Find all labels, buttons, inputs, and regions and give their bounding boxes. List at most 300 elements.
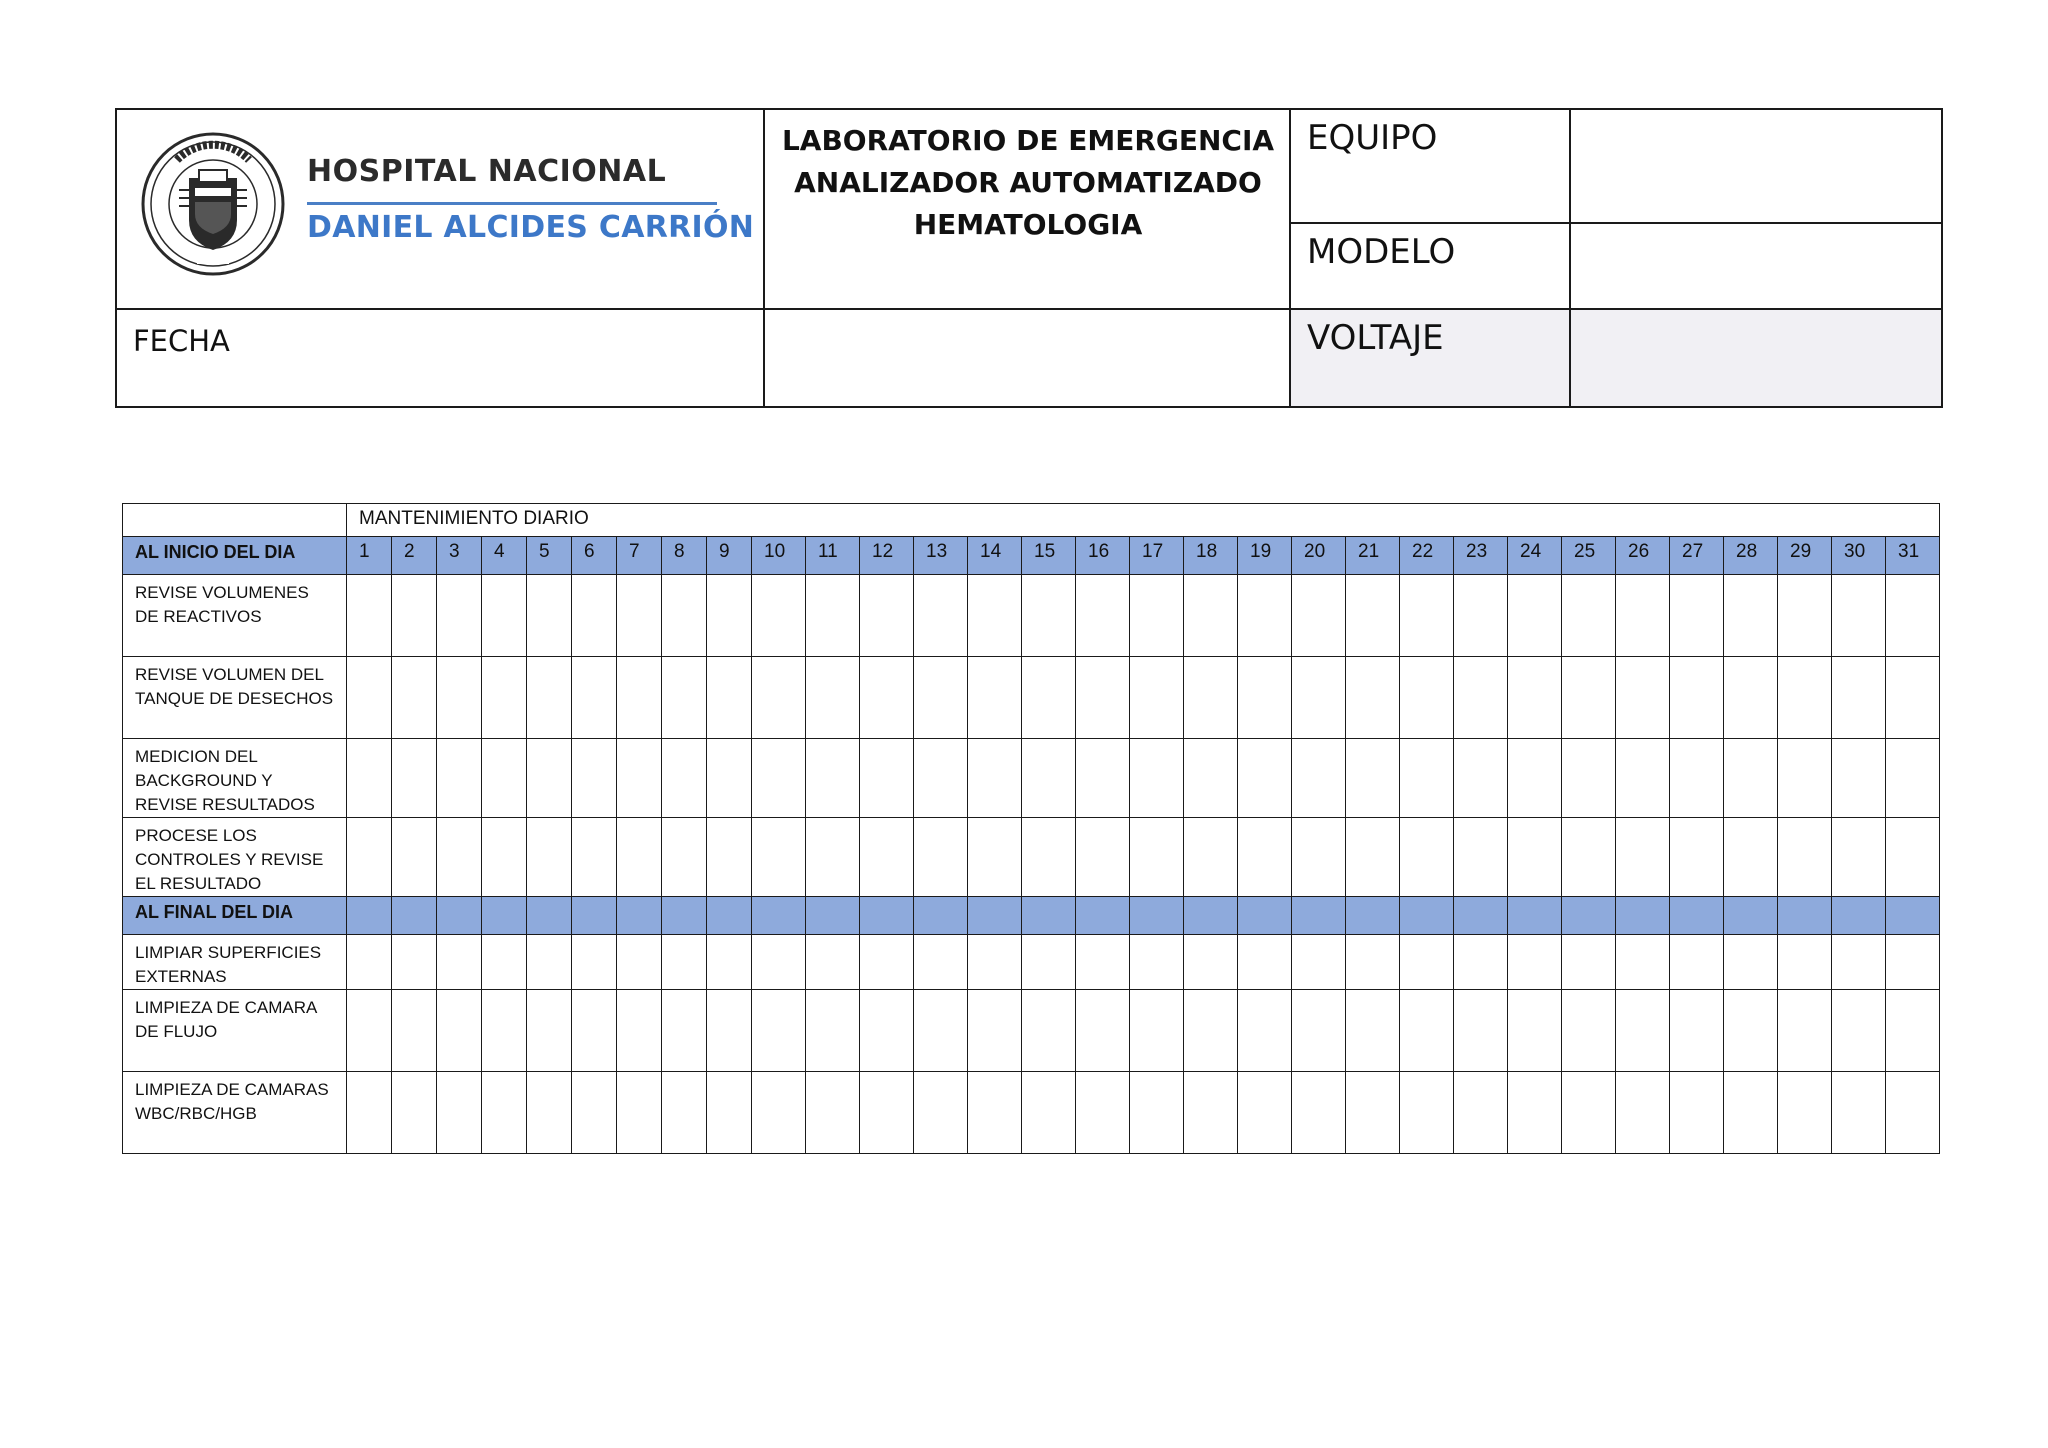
check-cell[interactable] [707,818,752,897]
day-header-20: 20 [1292,537,1346,575]
check-cell[interactable] [1292,990,1346,1072]
check-cell[interactable] [1076,575,1130,657]
check-cell[interactable] [1778,1072,1832,1154]
day-header-9: 9 [707,537,752,575]
check-cell[interactable] [1832,935,1886,990]
check-cell[interactable] [1238,739,1292,818]
check-cell[interactable] [1508,935,1562,990]
check-cell[interactable] [1886,990,1940,1072]
check-cell[interactable] [482,935,527,990]
check-cell[interactable] [662,1072,707,1154]
check-cell[interactable] [1346,575,1400,657]
check-cell[interactable] [1562,739,1616,818]
check-cell[interactable] [572,818,617,897]
check-cell[interactable] [1454,575,1508,657]
day-header-22: 22 [1400,537,1454,575]
title-line-1: LABORATORIO DE EMERGENCIA [781,124,1275,157]
check-cell[interactable] [572,575,617,657]
check-cell[interactable] [392,990,437,1072]
check-cell[interactable] [1778,818,1832,897]
check-cell[interactable] [1076,739,1130,818]
grid-corner-cell [123,504,347,537]
section-start-label: AL INICIO DEL DIA [123,537,347,575]
check-cell[interactable] [860,657,914,739]
section-end-row [123,897,1940,935]
check-cell[interactable] [968,1072,1022,1154]
check-cell[interactable] [968,990,1022,1072]
check-cell[interactable] [1346,935,1400,990]
day-header-27: 27 [1670,537,1724,575]
section-end-cell [914,897,968,935]
check-cell[interactable] [617,990,662,1072]
check-cell[interactable] [1400,575,1454,657]
check-cell[interactable] [1130,818,1184,897]
check-cell[interactable] [1724,657,1778,739]
check-cell[interactable] [572,990,617,1072]
check-cell[interactable] [1778,575,1832,657]
check-cell[interactable] [437,990,482,1072]
check-cell[interactable] [572,1072,617,1154]
check-cell[interactable] [1292,739,1346,818]
check-cell[interactable] [860,818,914,897]
check-cell[interactable] [1616,1072,1670,1154]
check-cell[interactable] [482,1072,527,1154]
day-header-7: 7 [617,537,662,575]
check-cell[interactable] [1238,990,1292,1072]
check-cell[interactable] [1238,935,1292,990]
check-cell[interactable] [1076,1072,1130,1154]
check-cell[interactable] [1292,818,1346,897]
task-row [123,575,1940,657]
check-cell[interactable] [1670,990,1724,1072]
check-cell[interactable] [527,935,572,990]
check-cell[interactable] [347,657,392,739]
check-cell[interactable] [1508,575,1562,657]
check-cell[interactable] [437,739,482,818]
check-cell[interactable] [392,935,437,990]
check-cell[interactable] [1184,990,1238,1072]
section-end-cell [860,897,914,935]
check-cell[interactable] [1562,657,1616,739]
check-cell[interactable] [1886,935,1940,990]
day-header-25: 25 [1562,537,1616,575]
check-cell[interactable] [527,990,572,1072]
check-cell[interactable] [1778,990,1832,1072]
check-cell[interactable] [1778,739,1832,818]
check-cell[interactable] [1724,1072,1778,1154]
title-line-2: ANALIZADOR AUTOMATIZADO [794,166,1262,199]
check-cell[interactable] [1724,575,1778,657]
day-header-23: 23 [1454,537,1508,575]
equipo-field[interactable] [1571,110,1941,222]
grid-title: MANTENIMIENTO DIARIO [347,504,1940,537]
section-end-cell [707,897,752,935]
check-cell[interactable] [860,990,914,1072]
task-row [123,739,1940,818]
check-cell[interactable] [1292,657,1346,739]
check-cell[interactable] [1616,935,1670,990]
check-cell[interactable] [1346,739,1400,818]
check-cell[interactable] [1616,990,1670,1072]
task-row [123,990,1940,1072]
check-cell[interactable] [1022,739,1076,818]
check-cell[interactable] [1076,818,1130,897]
task-row [123,818,1940,897]
check-cell[interactable] [806,1072,860,1154]
check-cell[interactable] [572,657,617,739]
check-cell[interactable] [1886,739,1940,818]
fecha-field[interactable] [765,310,1289,406]
day-header-5: 5 [527,537,572,575]
check-cell[interactable] [662,575,707,657]
check-cell[interactable] [860,739,914,818]
modelo-label-cell [1291,224,1569,308]
check-cell[interactable] [752,739,806,818]
start-task-label-4: PROCESE LOS CONTROLES Y REVISE EL RESULTADO [123,818,347,897]
check-cell[interactable] [1022,990,1076,1072]
day-header-31: 31 [1886,537,1940,575]
check-cell[interactable] [1562,1072,1616,1154]
day-header-14: 14 [968,537,1022,575]
check-cell[interactable] [968,818,1022,897]
section-end-cell [662,897,707,935]
check-cell[interactable] [1886,1072,1940,1154]
grid-title-row [123,504,1940,537]
check-cell[interactable] [752,935,806,990]
section-end-cell [1292,897,1346,935]
check-cell[interactable] [1616,657,1670,739]
check-cell[interactable] [1130,990,1184,1072]
check-cell[interactable] [1832,990,1886,1072]
check-cell[interactable] [1454,739,1508,818]
check-cell[interactable] [347,990,392,1072]
check-cell[interactable] [1670,1072,1724,1154]
check-cell[interactable] [1454,990,1508,1072]
check-cell[interactable] [392,657,437,739]
check-cell[interactable] [1022,575,1076,657]
check-cell[interactable] [1400,818,1454,897]
section-end-cell [1238,897,1292,935]
check-cell[interactable] [662,990,707,1072]
check-cell[interactable] [1238,657,1292,739]
check-cell[interactable] [806,935,860,990]
check-cell[interactable] [1562,575,1616,657]
check-cell[interactable] [968,935,1022,990]
section-end-cell [482,897,527,935]
check-cell[interactable] [1400,935,1454,990]
check-cell[interactable] [1346,1072,1400,1154]
maintenance-grid [122,503,1940,1154]
check-cell[interactable] [1184,818,1238,897]
check-cell[interactable] [1562,935,1616,990]
check-cell[interactable] [707,1072,752,1154]
section-end-cell [1184,897,1238,935]
day-header-1: 1 [347,537,392,575]
section-end-cell [1076,897,1130,935]
check-cell[interactable] [617,739,662,818]
check-cell[interactable] [1508,818,1562,897]
check-cell[interactable] [860,935,914,990]
check-cell[interactable] [1400,739,1454,818]
check-cell[interactable] [1508,657,1562,739]
check-cell[interactable] [752,818,806,897]
check-cell[interactable] [572,935,617,990]
check-cell[interactable] [1346,990,1400,1072]
check-cell[interactable] [1778,935,1832,990]
check-cell[interactable] [1454,935,1508,990]
check-cell[interactable] [1454,657,1508,739]
check-cell[interactable] [752,575,806,657]
day-header-17: 17 [1130,537,1184,575]
check-cell[interactable] [1508,739,1562,818]
check-cell[interactable] [914,657,968,739]
fecha-label: FECHA [133,324,230,358]
check-cell[interactable] [1886,818,1940,897]
check-cell[interactable] [1076,990,1130,1072]
check-cell[interactable] [1238,1072,1292,1154]
day-header-16: 16 [1076,537,1130,575]
section-end-cell [1454,897,1508,935]
check-cell[interactable] [437,657,482,739]
section-end-cell [1400,897,1454,935]
check-cell[interactable] [527,818,572,897]
check-cell[interactable] [1400,657,1454,739]
title-line-3: HEMATOLOGIA [913,208,1143,241]
check-cell[interactable] [1184,657,1238,739]
voltaje-field[interactable] [1571,310,1941,406]
check-cell[interactable] [437,1072,482,1154]
check-cell[interactable] [617,818,662,897]
check-cell[interactable] [1778,657,1832,739]
check-cell[interactable] [1292,935,1346,990]
check-cell[interactable] [1616,739,1670,818]
check-cell[interactable] [347,739,392,818]
check-cell[interactable] [1346,818,1400,897]
check-cell[interactable] [752,657,806,739]
section-end-cell [1616,897,1670,935]
end-task-label-2: LIMPIEZA DE CAMARA DE FLUJO [123,990,347,1072]
section-end-cell [572,897,617,935]
check-cell[interactable] [1724,818,1778,897]
check-cell[interactable] [482,818,527,897]
day-header-15: 15 [1022,537,1076,575]
check-cell[interactable] [347,1072,392,1154]
check-cell[interactable] [437,575,482,657]
modelo-label: MODELO [1307,232,1456,272]
check-cell[interactable] [617,575,662,657]
check-cell[interactable] [527,657,572,739]
check-cell[interactable] [1454,818,1508,897]
check-cell[interactable] [1508,1072,1562,1154]
check-cell[interactable] [1832,657,1886,739]
check-cell[interactable] [1184,739,1238,818]
check-cell[interactable] [482,990,527,1072]
check-cell[interactable] [806,818,860,897]
day-header-18: 18 [1184,537,1238,575]
hospital-logo [117,110,765,310]
check-cell[interactable] [1184,575,1238,657]
check-cell[interactable] [437,935,482,990]
day-header-26: 26 [1616,537,1670,575]
check-cell[interactable] [1346,657,1400,739]
check-cell[interactable] [707,657,752,739]
task-row [123,1072,1940,1154]
section-end-cell [527,897,572,935]
check-cell[interactable] [1130,1072,1184,1154]
check-cell[interactable] [707,935,752,990]
check-cell[interactable] [1832,818,1886,897]
check-cell[interactable] [1022,657,1076,739]
check-cell[interactable] [707,990,752,1072]
check-cell[interactable] [1130,739,1184,818]
logo-divider [307,202,717,205]
check-cell[interactable] [1184,1072,1238,1154]
section-end-cell [806,897,860,935]
check-cell[interactable] [707,575,752,657]
check-cell[interactable] [806,739,860,818]
day-header-24: 24 [1508,537,1562,575]
section-end-cell [437,897,482,935]
day-header-19: 19 [1238,537,1292,575]
check-cell[interactable] [1400,1072,1454,1154]
section-start-row [123,537,1940,575]
section-end-cell [1346,897,1400,935]
check-cell[interactable] [662,657,707,739]
check-cell[interactable] [752,1072,806,1154]
check-cell[interactable] [1562,990,1616,1072]
day-header-28: 28 [1724,537,1778,575]
check-cell[interactable] [1076,657,1130,739]
check-cell[interactable] [617,1072,662,1154]
check-cell[interactable] [1562,818,1616,897]
check-cell[interactable] [617,935,662,990]
check-cell[interactable] [1130,575,1184,657]
day-header-21: 21 [1346,537,1400,575]
check-cell[interactable] [1022,935,1076,990]
check-cell[interactable] [1832,575,1886,657]
check-cell[interactable] [1616,575,1670,657]
day-header-13: 13 [914,537,968,575]
check-cell[interactable] [707,739,752,818]
day-header-29: 29 [1778,537,1832,575]
check-cell[interactable] [1238,575,1292,657]
check-cell[interactable] [806,575,860,657]
check-cell[interactable] [1076,935,1130,990]
check-cell[interactable] [1292,1072,1346,1154]
check-cell[interactable] [1670,935,1724,990]
check-cell[interactable] [527,575,572,657]
section-end-cell [347,897,392,935]
check-cell[interactable] [392,818,437,897]
check-cell[interactable] [914,1072,968,1154]
check-cell[interactable] [1184,935,1238,990]
day-header-3: 3 [437,537,482,575]
check-cell[interactable] [662,739,707,818]
check-cell[interactable] [1238,818,1292,897]
check-cell[interactable] [662,818,707,897]
check-cell[interactable] [1130,935,1184,990]
check-cell[interactable] [1724,935,1778,990]
check-cell[interactable] [1670,818,1724,897]
check-cell[interactable] [617,657,662,739]
check-cell[interactable] [752,990,806,1072]
section-end-cell [968,897,1022,935]
check-cell[interactable] [860,1072,914,1154]
check-cell[interactable] [1670,657,1724,739]
check-cell[interactable] [968,739,1022,818]
check-cell[interactable] [1616,818,1670,897]
section-end-cell [1724,897,1778,935]
check-cell[interactable] [1400,990,1454,1072]
check-cell[interactable] [968,575,1022,657]
check-cell[interactable] [437,818,482,897]
fecha-label-cell [117,310,763,406]
check-cell[interactable] [1508,990,1562,1072]
check-cell[interactable] [572,739,617,818]
day-header-10: 10 [752,537,806,575]
check-cell[interactable] [1886,575,1940,657]
section-end-cell [1022,897,1076,935]
check-cell[interactable] [1292,575,1346,657]
check-cell[interactable] [662,935,707,990]
check-cell[interactable] [392,739,437,818]
section-end-cell [1130,897,1184,935]
check-cell[interactable] [347,935,392,990]
task-row [123,935,1940,990]
check-cell[interactable] [1022,1072,1076,1154]
check-cell[interactable] [1724,990,1778,1072]
check-cell[interactable] [914,990,968,1072]
check-cell[interactable] [392,575,437,657]
check-cell[interactable] [482,575,527,657]
check-cell[interactable] [1724,739,1778,818]
check-cell[interactable] [914,935,968,990]
day-header-8: 8 [662,537,707,575]
check-cell[interactable] [806,990,860,1072]
modelo-field[interactable] [1571,224,1941,308]
check-cell[interactable] [914,818,968,897]
section-end-cell [1508,897,1562,935]
check-cell[interactable] [1670,575,1724,657]
check-cell[interactable] [527,1072,572,1154]
day-header-4: 4 [482,537,527,575]
hospital-seal-icon [139,130,287,278]
section-end-cell [1670,897,1724,935]
check-cell[interactable] [914,575,968,657]
check-cell[interactable] [482,739,527,818]
check-cell[interactable] [968,657,1022,739]
check-cell[interactable] [1832,1072,1886,1154]
check-cell[interactable] [1130,657,1184,739]
check-cell[interactable] [1454,1072,1508,1154]
check-cell[interactable] [806,657,860,739]
check-cell[interactable] [347,575,392,657]
section-end-cell [1562,897,1616,935]
check-cell[interactable] [527,739,572,818]
check-cell[interactable] [1670,739,1724,818]
check-cell[interactable] [1832,739,1886,818]
section-end-cell [1886,897,1940,935]
check-cell[interactable] [482,657,527,739]
check-cell[interactable] [1886,657,1940,739]
hospital-name-line2: DANIEL ALCIDES CARRIÓN [307,210,755,245]
section-end-cell [617,897,662,935]
check-cell[interactable] [860,575,914,657]
check-cell[interactable] [1022,818,1076,897]
check-cell[interactable] [392,1072,437,1154]
check-cell[interactable] [347,818,392,897]
check-cell[interactable] [914,739,968,818]
